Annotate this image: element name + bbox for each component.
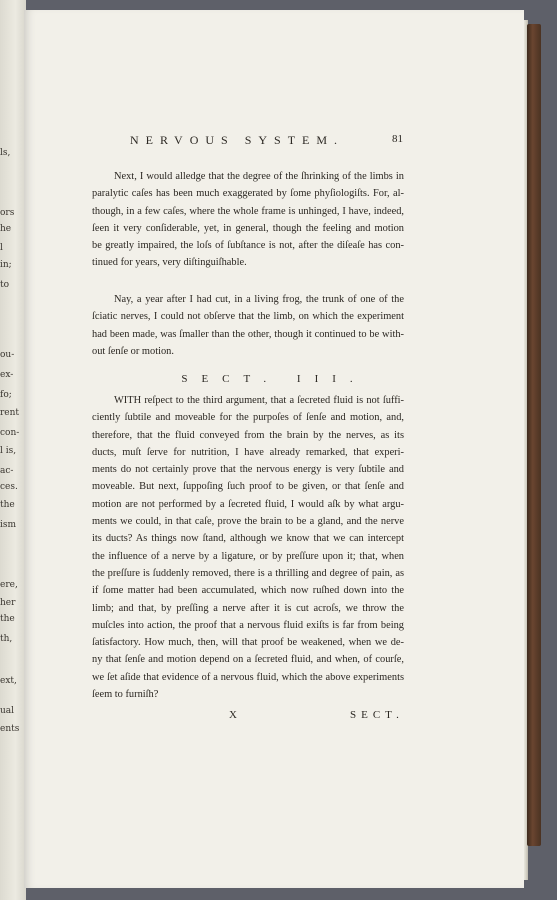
paragraph-1 xyxy=(92,168,404,272)
text-line: ments do not certainly prove that the nervous energy is very ſubtile and xyxy=(92,464,404,476)
facing-page-fragment: fo; xyxy=(0,390,12,400)
facing-page-edge xyxy=(0,0,26,900)
book-page xyxy=(24,10,524,888)
text-line: Nay, a year after I had cut, in a living frog, the trunk of one of the xyxy=(114,294,404,305)
text-line: ments we could, in that caſe, prove the brain to be a gland, and the nerve xyxy=(92,516,404,528)
text-line: therefore, that the fluid conveyed from the brain by the nerves, as its xyxy=(92,429,404,441)
facing-page-fragment: ex- xyxy=(0,370,14,380)
paragraph-2 xyxy=(92,291,404,360)
text-line: the influence of a nerve by a ligature, or by preſſure upon it; that, when xyxy=(92,550,404,562)
text-line: had been made, was ſmaller than the other, though it continued to be with- xyxy=(92,328,404,340)
section-heading-text: SECT. III. xyxy=(181,373,367,385)
facing-page-fragment: ere, xyxy=(0,580,18,590)
text-line: Next, I would alledge that the degree of the ſhrinking of the limbs in xyxy=(114,171,404,182)
text-line: limb; and that, by preſſing a nerve after it is cut acroſs, we throw the xyxy=(92,602,404,614)
page-number: 81 xyxy=(392,133,403,145)
facing-page-fragment: the xyxy=(0,500,15,510)
facing-page-fragment: ors xyxy=(0,208,15,218)
running-head xyxy=(24,133,524,153)
running-head-title: NERVOUS SYSTEM. xyxy=(130,133,345,147)
text-line: muſcles into action, the proof that a nervous fluid exiſts is far from being xyxy=(92,619,404,631)
facing-page-fragment: in; xyxy=(0,260,12,270)
catchword: SECT. xyxy=(350,709,404,721)
facing-page-fragment: l is, xyxy=(0,446,17,456)
facing-page-fragment: ces. xyxy=(0,482,18,492)
text-line: WITH reſpect to the third argument, that a ſecreted fluid is not ſuffi- xyxy=(114,395,404,406)
paragraph-3 xyxy=(92,392,404,703)
facing-page-fragment: ou- xyxy=(0,350,15,360)
book-cover-edge xyxy=(527,24,541,846)
facing-page-fragment: to xyxy=(0,280,10,290)
text-line: if ſome matter had been accumulated, which now ruſhed down into the xyxy=(92,585,404,597)
facing-page-fragment: ual xyxy=(0,706,15,716)
text-line: ſciatic nerves, I could not obſerve that the limb, on which the experiment xyxy=(92,311,404,323)
text-line: motion are not performed by a ſecreted fluid, I would aſk by what argu- xyxy=(92,498,404,510)
facing-page-fragment: con- xyxy=(0,428,20,438)
text-line: paralytic caſes has been much exaggerated by ſome phyſiologiſts. For, al- xyxy=(92,188,404,200)
text-line: ſeen it very conſiderable, yet, in general, though the feeling and motion xyxy=(92,222,404,234)
facing-page-fragment: ls, xyxy=(0,148,11,158)
text-line: moveable. But next, ſuppoſing ſuch proof to be given, or that ſenſe and xyxy=(92,481,404,493)
text-line: ſeem to furniſh? xyxy=(92,689,159,701)
facing-page-fragment: ism xyxy=(0,520,17,530)
facing-page-fragment: ac- xyxy=(0,466,14,476)
text-line: we ſet aſide that evidence of a nervous fluid, which the above experiments xyxy=(92,671,404,683)
facing-page-fragment: rent xyxy=(0,408,20,418)
text-line: the preſſure is ſuddenly removed, there is a thrilling and degree of pain, as xyxy=(92,567,404,579)
signature-mark: X xyxy=(229,709,237,721)
facing-page-fragment: th, xyxy=(0,634,13,644)
text-line: ny that ſenſe and motion depend on a ſecreted fluid, and when, of courſe, xyxy=(92,654,404,666)
text-line: be greatly impaired, the loſs of ſubſtance is not, after the diſeaſe has con- xyxy=(92,240,404,252)
facing-page-fragment: her xyxy=(0,598,16,608)
text-line: out ſenſe or motion. xyxy=(92,345,174,357)
facing-page-fragment: ents xyxy=(0,724,20,734)
text-line: tinued for years, very diſtinguiſhable. xyxy=(92,257,247,269)
facing-page-fragment: he xyxy=(0,224,12,234)
text-line: ſatisfactory. How much, then, will that proof be weakened, when we de- xyxy=(92,637,404,649)
text-line: its ducts? As things now ſtand, although we know that we can intercept xyxy=(92,533,404,545)
text-line: ciently ſubtile and moveable for the purpoſes of ſenſe and motion, and, xyxy=(92,412,404,424)
facing-page-fragment: ext, xyxy=(0,676,17,686)
section-heading xyxy=(24,373,524,385)
text-line: though, in a few caſes, where the whole frame is unhinged, I have, indeed, xyxy=(92,205,404,217)
facing-page-fragment: the xyxy=(0,614,15,624)
facing-page-fragment: l xyxy=(0,243,3,253)
text-line: ducts, muſt ſerve for nutrition, I have already remarked, that experi- xyxy=(92,446,404,458)
